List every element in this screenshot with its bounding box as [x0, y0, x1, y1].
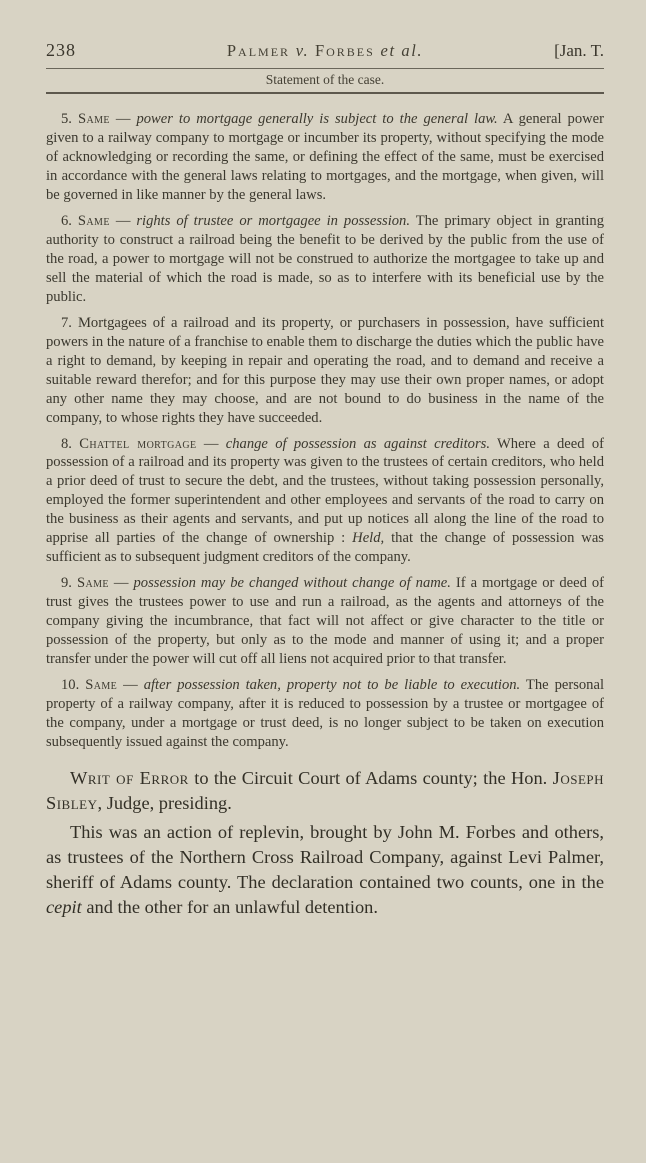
case-title-party-1: Palmer — [226, 41, 291, 60]
headnote-paragraph-9 — [46, 574, 604, 669]
headnote-catchline: change of possession as against creditors. — [225, 435, 490, 452]
headnote-number: 8. — [61, 435, 72, 452]
writ-text-2: , Judge, presiding. — [97, 793, 232, 814]
running-head: Statement of the case. — [265, 72, 385, 87]
page-header — [46, 40, 604, 61]
headnote-catchline: rights of trustee or mortgagee in possession. — [136, 212, 410, 229]
headnote-dash: — — [115, 212, 131, 229]
headnote-text: A general power given to a railway company to mortgage or incumber its property, without specifying the mode of acknowledging or recording the same, or defining the effect of the same, must be exercised in accordance with the general laws relating to mortgages, and the mortgage, when given, will be governed in like manner by the general laws. — [46, 111, 604, 203]
headnote-paragraph-8 — [46, 435, 604, 568]
page-number: 238 — [46, 40, 76, 60]
headnote-dash: — — [123, 677, 138, 694]
headnote-text: Mortgagees of a railroad and its property, or purchasers in possession, have sufficient powers in the nature of a franchise to enable them to discharge the duties which the public have a right to demand, by keeping in repair and operating the road, and to demand and receive a suitable reward therefor; and for this purpose they may use their own proper names, or adopt any other name they may choose, and are not bound to do business in the name of the company, to whose rights they have succeeded. — [46, 314, 604, 426]
headnote-text-2: that the change of possession was sufficient as to subsequent judgment creditors of the company. — [46, 530, 604, 566]
action-text-2: and the other for an unlawful detention. — [86, 897, 378, 918]
term-label: [Jan. T. — [554, 41, 604, 60]
headnote-label: Same — [77, 212, 110, 229]
case-title-party-2: Forbes — [314, 41, 375, 60]
writ-text: to the Circuit Court of Adams county; the Hon. — [194, 768, 548, 788]
headnotes-section — [46, 110, 604, 752]
headnote-label: Chattel mortgage — [79, 435, 197, 452]
case-title-etal: et al. — [380, 41, 424, 60]
cepit-italic: cepit — [46, 897, 82, 918]
headnote-number: 10. — [61, 677, 80, 694]
headnote-text: If a mortgage or deed of trust gives the trustees power to use and run a railroad, as the agents and attorneys of the company giving the incumbrance, that fact will not affect or give character to the title or possession of the property, but only as to the mode and manner of using it; and a proper transfer under the power will cut off all liens not acquired prior to that transfer. — [46, 575, 605, 668]
headnote-text: The personal property of a railway company, after it is reduced to possession by a trustee or mortgagee of the company, under a mortgage or trust deed, is no longer subject to be taken on execution subsequently issued against the company. — [46, 677, 605, 751]
headnote-label: Same — [85, 677, 118, 694]
headnote-dash: — — [203, 435, 219, 452]
headnote-label: Same — [76, 575, 109, 592]
statement-section — [46, 766, 604, 920]
headnote-held: Held, — [352, 530, 385, 547]
headnote-paragraph-10 — [46, 676, 604, 752]
headnote-paragraph-5 — [46, 110, 604, 205]
divider-rule-bottom — [46, 92, 604, 94]
headnote-number: 7. — [61, 314, 72, 331]
headnote-catchline: after possession taken, property not to be liable to execution. — [143, 677, 521, 694]
headnote-text: The primary object in granting authority to construct a railroad being the benefit to be derived by the public from the use of the road, a power to mortgage will not be construed to authorize the mortgagee to take up and sell the material of which the road is made, so as to interfere with its beneficial use by the public. — [46, 212, 604, 305]
action-text: This was an action of replevin, brought by John M. Forbes and others, as trustees of the Northern Cross Railroad Company, against Levi Palmer, sheriff of Adams county. The declaration contained two counts, one in the — [46, 822, 604, 893]
headnote-dash: — — [113, 575, 129, 592]
writ-paragraph — [46, 766, 604, 816]
headnote-paragraph-6 — [46, 212, 604, 307]
action-paragraph — [46, 820, 604, 920]
case-title-versus: v. — [295, 41, 310, 60]
headnote-text: Where a deed of possession of a railroad and its property was given to the trustees of certain creditors, who held a prior deed of trust to secure the debt, and the trustees, without taking possession personally, employed the former superintendent and other employees and servants of the road to carry on the business as their agents and servants, and put up notices all along the line of the road to apprise all parties of the change of ownership : — [46, 435, 604, 547]
writ-of-error-label: Writ of Error — [70, 768, 189, 788]
headnote-number: 5. — [61, 111, 72, 127]
headnote-number: 9. — [61, 575, 72, 592]
headnote-dash: — — [115, 111, 131, 127]
judge-name: Joseph Sibley — [46, 768, 605, 814]
headnote-label: Same — [77, 111, 110, 127]
headnote-number: 6. — [61, 212, 72, 229]
headnote-catchline: power to mortgage generally is subject to the general law. — [136, 111, 498, 127]
case-title — [227, 41, 423, 61]
headnote-paragraph-7 — [46, 314, 604, 428]
headnote-catchline: possession may be changed without change of name. — [133, 575, 451, 592]
divider-rule-top — [46, 68, 604, 69]
